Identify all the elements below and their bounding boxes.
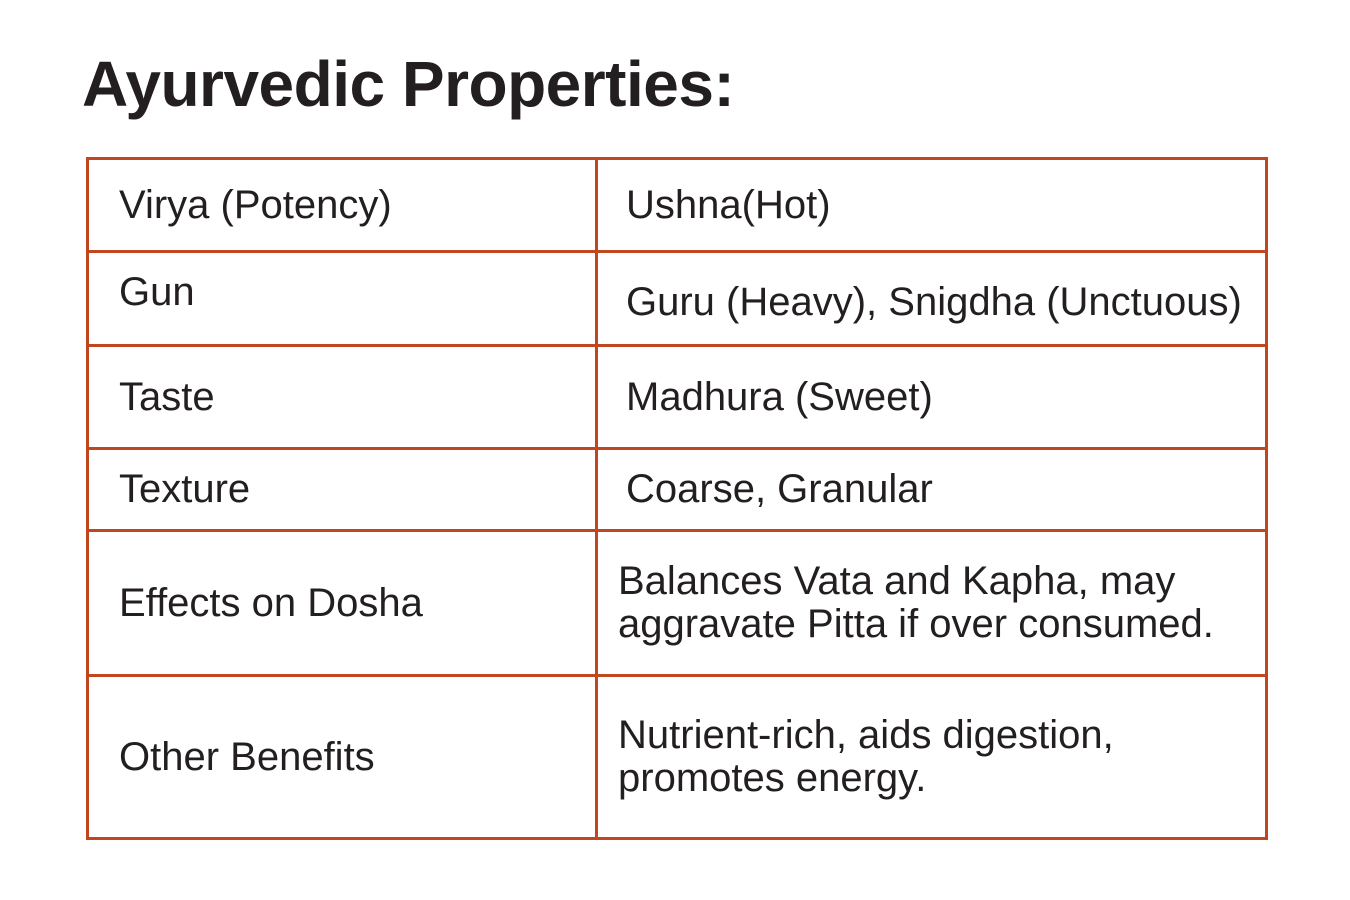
property-value [597, 159, 1267, 252]
property-label-text: Gun [119, 270, 195, 314]
property-value [597, 252, 1267, 346]
table-row [88, 346, 1267, 449]
property-label: Taste [88, 346, 597, 449]
ayurvedic-properties-table [86, 157, 1268, 840]
table-row [88, 449, 1267, 531]
table-row [88, 531, 1267, 676]
table-row [88, 252, 1267, 346]
property-label: Effects on Dosha [88, 531, 597, 676]
property-label: Texture [88, 449, 597, 531]
property-label: Other Benefits [88, 676, 597, 839]
page-title: Ayurvedic Properties: [82, 48, 735, 120]
property-value: Coarse, Granular [597, 449, 1267, 531]
property-value: Balances Vata and Kapha, may aggravate Pitta if over consumed. [597, 531, 1267, 676]
table-row [88, 159, 1267, 252]
property-value: Nutrient-rich, aids digestion, promotes energy. [597, 676, 1267, 839]
property-value-text: Ushna(Hot) [626, 182, 831, 227]
property-label: Virya (Potency) [88, 159, 597, 252]
property-label [88, 252, 597, 346]
property-value-text: Guru (Heavy), Snigdha (Unctuous) [626, 280, 1242, 324]
property-value: Madhura (Sweet) [597, 346, 1267, 449]
table-row [88, 676, 1267, 839]
